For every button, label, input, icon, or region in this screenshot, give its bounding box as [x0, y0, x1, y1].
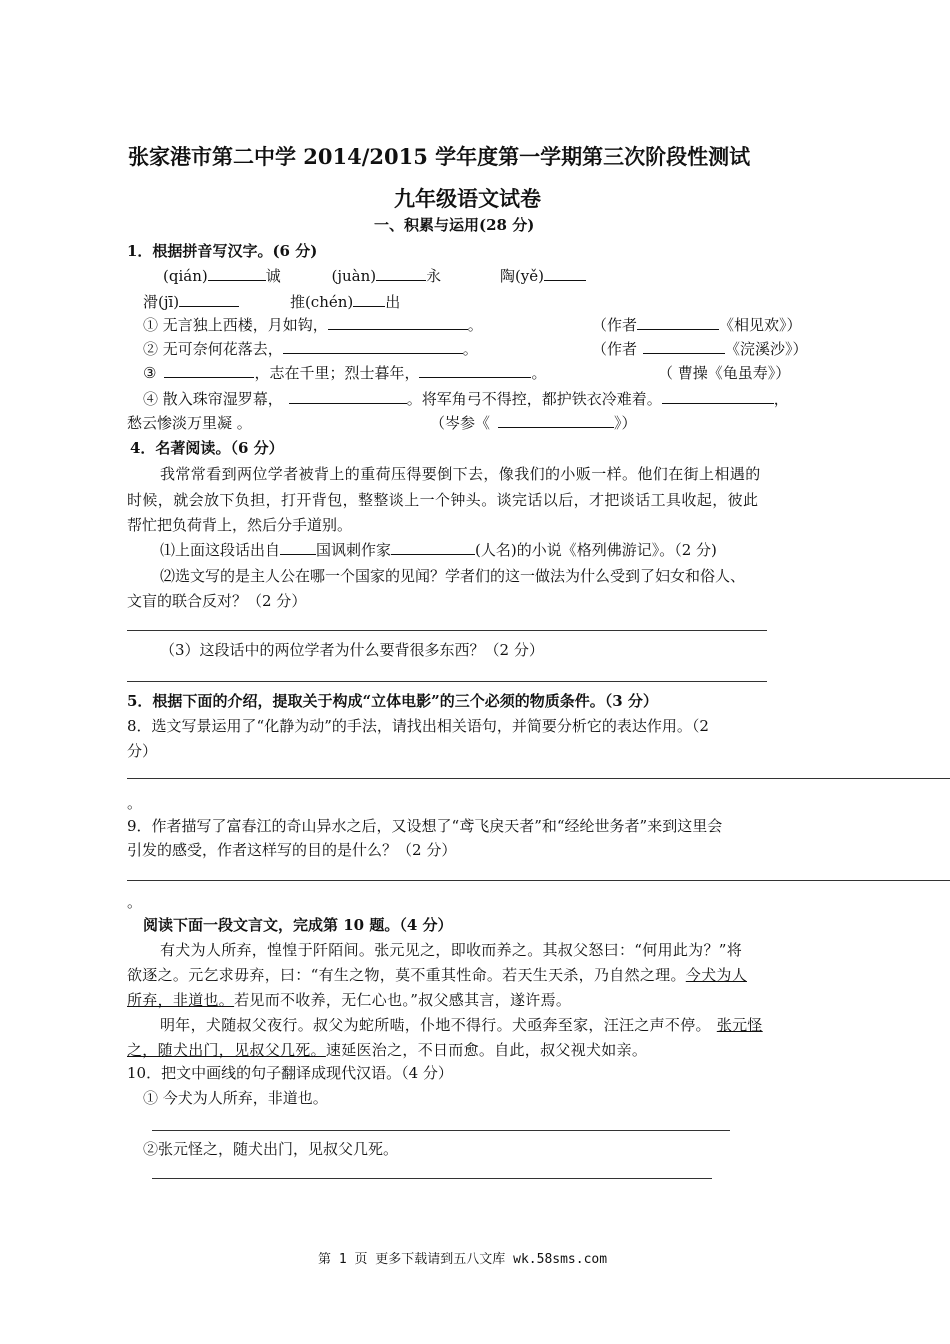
page-footer: 第 1 页 更多下载请到五八文库 wk.58sms.com [318, 1252, 608, 1267]
poem-text: 《相见欢》） [719, 316, 802, 334]
word-yong: 永 [426, 267, 442, 285]
q8-line2: 分） [127, 742, 158, 760]
poem-text: 。将军角弓不得控，都护铁衣冷难着。 [406, 390, 662, 408]
q9-line1: 9．作者描写了富春江的奇山异水之后，又设想了“鸢飞戾天者”和“经纶世务者”来到这里会 [127, 817, 723, 835]
answer-line[interactable] [152, 1130, 730, 1131]
answer-blank[interactable] [353, 291, 385, 307]
pinyin-ji: 滑(jī) [143, 293, 180, 311]
poem-author-2 [592, 338, 808, 360]
answer-line[interactable] [127, 778, 950, 779]
q4-sub3: （3）这段话中的两位学者为什么要背很多东西？（2 分） [160, 641, 544, 659]
answer-blank[interactable] [179, 291, 239, 307]
poem-author-1 [592, 314, 802, 336]
answer-blank[interactable] [637, 314, 719, 330]
underlined-sentence: 张元怪 [716, 1016, 763, 1034]
classical-text: 若见而不收养，无仁心也。”叔父感其言，遂许焉。 [234, 991, 572, 1009]
answer-blank[interactable] [289, 388, 407, 404]
q4-sub2-line1: ⑵选文写的是主人公在哪一个国家的见闻？学者们的这一做法为什么受到了妇女和俗人、 [160, 567, 746, 585]
answer-line[interactable] [127, 681, 767, 682]
q10-sentence-1: ① 今犬为人所弃，非道也。 [143, 1089, 328, 1107]
poem-text: 。 [467, 316, 483, 334]
poem-line-5: 愁云惨淡万里凝 。 [127, 414, 252, 432]
poem-text: 。 [462, 340, 478, 358]
answer-blank[interactable] [328, 314, 468, 330]
poem-text: （作者 [592, 316, 638, 334]
poem-text: （作者 [592, 340, 638, 358]
underlined-sentence: 所弃，非道也。 [127, 991, 235, 1009]
classical-text: 明年，犬随叔父夜行。叔父为蛇所啮，仆地不得行。犬亟奔至家，汪汪之声不停。 [160, 1016, 711, 1034]
classical-text: 速延医治之，不日而愈。自此，叔父视犬如亲。 [325, 1041, 648, 1059]
answer-line[interactable] [127, 880, 950, 881]
poem-line-1 [143, 314, 483, 336]
q4-sub1 [160, 539, 717, 561]
q4-sub2-line2: 文盲的联合反对？（2 分） [127, 592, 307, 610]
q8-line1: 8．选文写景运用了“化静为动”的手法，请找出相关语句，并简要分析它的表达作用。（2 [127, 717, 709, 735]
q1-heading: 1．根据拼音写汉字。(6 分) [127, 242, 318, 260]
underlined-sentence: 今犬为人 [685, 966, 747, 984]
q4-text: 国讽刺作家 [316, 541, 392, 559]
answer-blank[interactable] [498, 412, 614, 428]
q4-text: ⑴上面这段话出自 [160, 541, 281, 559]
poem-line-3 [143, 362, 546, 384]
q8-end: 。 [127, 794, 143, 812]
poem-text: 》） [614, 414, 637, 432]
classical-line [160, 1014, 763, 1036]
poem-text: （岑参《 [430, 414, 491, 432]
q1-row2 [143, 291, 400, 313]
answer-blank[interactable] [208, 265, 266, 281]
exam-title: 张家港市第二中学 2014/2015 学年度第一学期第三次阶段性测试 [128, 144, 751, 169]
underlined-sentence: 之，随犬出门，见叔父几死。 [127, 1041, 326, 1059]
word-cheng: 诚 [265, 267, 281, 285]
poem-text: 《浣溪沙》） [725, 340, 808, 358]
poem-text: ，志在千里；烈士暮年， [254, 364, 420, 382]
answer-blank[interactable] [283, 338, 463, 354]
classical-line [127, 964, 747, 986]
poem-text: ① 无言独上西楼，月如钩， [143, 316, 328, 334]
exam-subtitle: 九年级语文试卷 [394, 186, 541, 211]
poem-text: ② 无可奈何花落去， [143, 340, 283, 358]
answer-blank[interactable] [376, 265, 426, 281]
answer-blank[interactable] [280, 539, 316, 555]
classical-line: 有犬为人所弃，惶惶于阡陌间。张元见之，即收而养之。其叔父怒曰：“何用此为？”将 [160, 941, 743, 959]
pinyin-qian: (qián) [163, 267, 208, 285]
poem-source-5 [430, 412, 637, 434]
answer-blank[interactable] [419, 362, 531, 378]
poem-text: 。 [531, 364, 547, 382]
q9-line2: 引发的感受，作者这样写的目的是什么？（2 分） [127, 841, 457, 859]
answer-line[interactable] [152, 1178, 712, 1179]
classical-heading: 阅读下面一段文言文，完成第 10 题。（4 分） [143, 916, 453, 934]
q4-passage-line: 我常常看到两位学者被背上的重荷压得要倒下去，像我们的小贩一样。他们在街上相遇的 [160, 465, 761, 483]
answer-blank[interactable] [544, 265, 586, 281]
poem-text: ③ [143, 364, 157, 382]
q5-heading: 5．根据下面的介绍，提取关于构成“立体电影”的三个必须的物质条件。（3 分） [127, 692, 658, 710]
pinyin-juan: (juàn) [331, 267, 377, 285]
q1-row1 [163, 265, 586, 287]
pinyin-chen: 推(chén) [289, 293, 354, 311]
pinyin-ye: 陶(yě) [499, 267, 544, 285]
poem-author-3: （ 曹操《龟虽寿》） [658, 364, 791, 382]
answer-blank[interactable] [643, 338, 725, 354]
answer-blank[interactable] [164, 362, 254, 378]
poem-line-4 [143, 388, 789, 410]
q4-passage-line: 时候，就会放下负担，打开背包，整整谈上一个钟头。谈完话以后，才把谈话工具收起，彼此 [127, 491, 759, 509]
poem-line-2 [143, 338, 478, 360]
classical-line [127, 1039, 647, 1061]
poem-text: ， [773, 390, 789, 408]
answer-blank[interactable] [391, 539, 475, 555]
q4-text: (人名)的小说《格列佛游记》。（2 分) [475, 541, 717, 559]
answer-line[interactable] [127, 630, 767, 631]
classical-text: 欲逐之。元乞求毋弃，曰：“有生之物，莫不重其性命。若天生天杀，乃自然之理。 [127, 966, 686, 984]
q10-sentence-2: ②张元怪之，随犬出门，见叔父几死。 [143, 1140, 399, 1158]
classical-line [127, 989, 571, 1011]
q4-passage-line: 帮忙把负荷背上，然后分手道别。 [127, 516, 353, 534]
q10-heading: 10．把文中画线的句子翻译成现代汉语。（4 分） [127, 1064, 453, 1082]
q4-heading: 4．名著阅读。（6 分） [130, 439, 284, 457]
answer-blank[interactable] [662, 388, 774, 404]
section-heading: 一、积累与运用(28 分) [374, 216, 535, 234]
q9-end: 。 [127, 893, 143, 911]
word-chu: 出 [385, 293, 401, 311]
poem-text: ④ 散入珠帘湿罗幕， [143, 390, 283, 408]
